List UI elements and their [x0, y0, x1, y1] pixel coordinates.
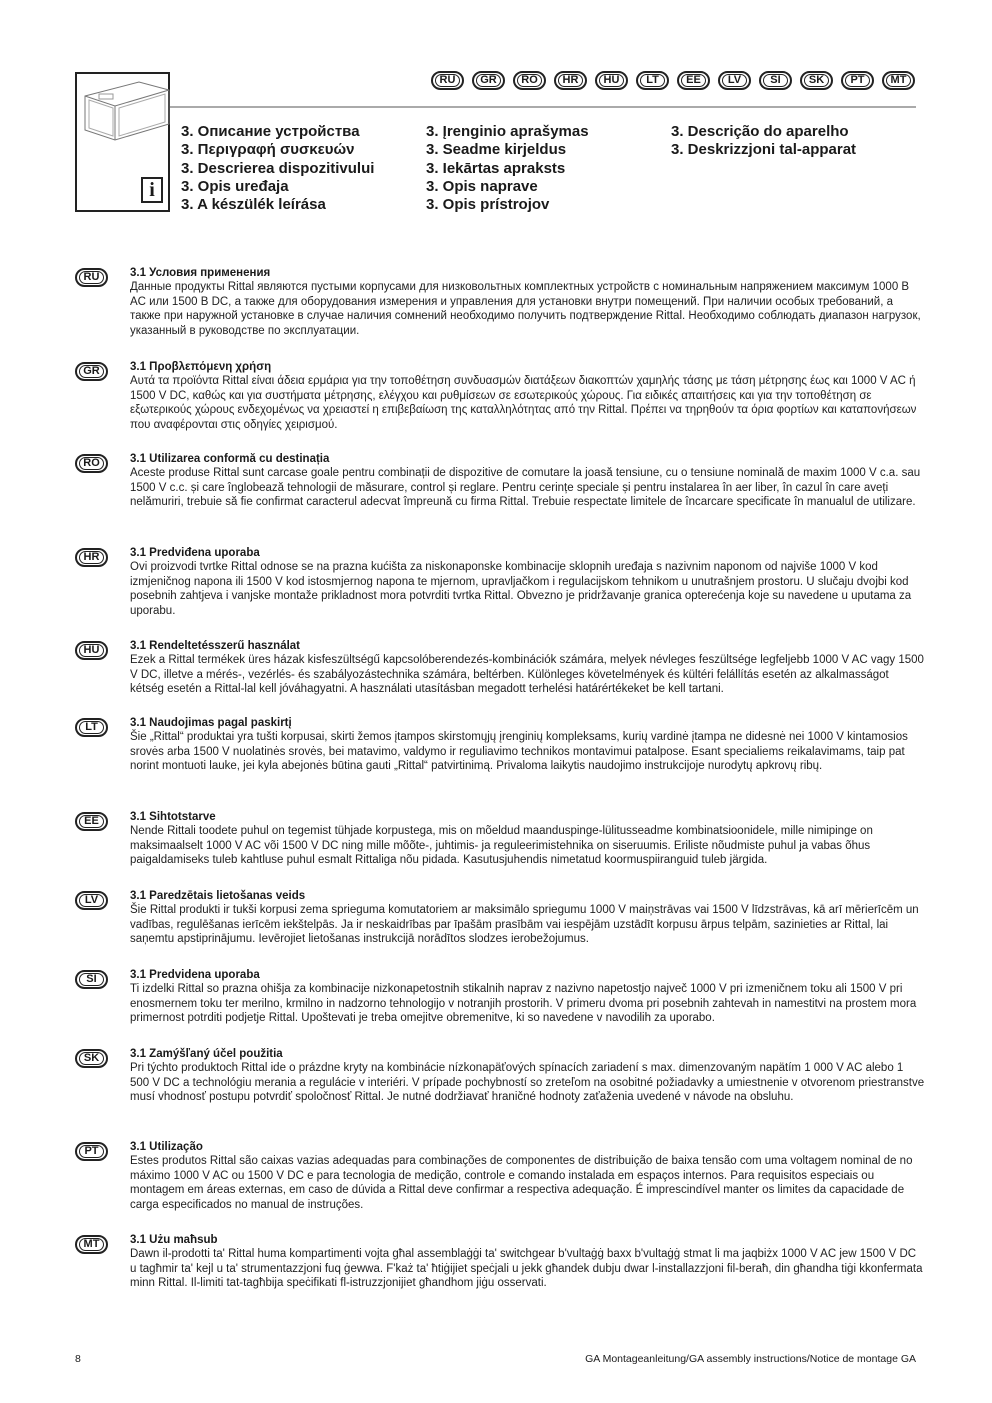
footer-text: GA Montageanleitung/GA assembly instructions/Notice de montage GA	[585, 1353, 916, 1365]
section-title: 3. Descrição do aparelho	[671, 123, 849, 140]
section-title: 3. A készülék leírása	[181, 196, 326, 214]
language-badge-sk: SK	[800, 71, 833, 90]
page-number: 8	[75, 1353, 81, 1365]
language-badge-ro: RO	[75, 454, 108, 473]
section-text: Ti izdelki Rittal so prazna ohišja za kombinacije nizkonapetostnih stikalnih naprav z nazivno napetostjo največ 1000 V pri izmeničnem toku ali 1500 V pri enosmernem toku ter merilno, krmilno in nadzorno tehnologijo v notranjih prostorih. V primeru dvoma pri posebnih zahtevah in namestitvi na prostem mora primernost potrditi podjetje Rittal. Upoštevati je treba omejitve obremenitve, ki so navedene v navodilih za uporabo.	[130, 983, 917, 1024]
language-badge-hr: HR	[554, 71, 587, 90]
section-text: Nende Rittali toodete puhul on tegemist tühjade korpustega, mis on mõeldud maanduspinge-lülitusseadme kombinatsioonidele, mille nimipinge on maksimaalselt 1000 V AC või 1500 V DC ning mille mõõte-, juhtimis- ja reguleerimistehnika on siseruumis. Eriliste nõudmiste puhul ja vabas õhus paigaldamiseks tuleb kahtluse puhul esmalt Rittaliga nõu pidada. Kasutusjuhendis nimetatud koormuspiiranguid tuleb järgida.	[130, 825, 873, 866]
device-illustration-box	[75, 72, 170, 212]
section-title: 3. Описание устройства	[181, 123, 360, 140]
language-badges	[431, 71, 915, 90]
section-title: 3. Descrierea dispozitivului	[181, 159, 375, 177]
section-title: 3. Įrenginio aprašymas	[426, 123, 589, 140]
title-column-1	[181, 123, 374, 214]
language-badge-lv: LV	[75, 891, 108, 910]
language-badge-pt: PT	[75, 1142, 108, 1161]
language-badge-hr: HR	[75, 548, 108, 567]
language-badge-gr: GR	[472, 71, 505, 90]
language-badge-si: SI	[75, 970, 108, 989]
language-badge-sk: SK	[75, 1049, 108, 1068]
title-column-2	[426, 123, 589, 214]
language-badge-lt: LT	[636, 71, 669, 90]
language-badge-hu: HU	[75, 641, 108, 660]
section-title: 3. Seadme kirjeldus	[426, 141, 567, 159]
section-heading: 3.1 Utilização	[130, 1141, 203, 1153]
section-text: Ovi proizvodi tvrtke Rittal odnose se na prazna kućišta za niskonaponske kombinacije sklopnih uređaja s nazivnim naponom od najviše 1000 V kod izmjeničnog napona ili 1500 V kod istosmjernog napona te mjernom, upravljačkom i regulacijskom tehnikom u unutrašnjem prostoru. U slučaju dvojbi kod posebnih zahtjeva i vanjske montaže prikladnost mora potvrditi tvrtka Rittal. Obvezno je pridržavanje granica opterećenja koje su navedene u uputama za uporabu.	[130, 561, 912, 617]
section-heading: 3.1 Условия применения	[130, 267, 271, 279]
section-text: Estes produtos Rittal são caixas vazias adequadas para combinações de componentes de distribuição de baixa tensão com uma voltagem nominal de no máximo 1000 V AC ou 1500 V DC e para tecnologia de medição, controle e comando instalada em espaços internos. Para requisitos especiais ou montagem em áreas externas, em caso de dúvida a Rittal deve confirmar a respectiva adequação. É imprescindível manter os limites da capacidade de carga especificados no manual de instruções.	[130, 1155, 913, 1211]
language-badge-ro: RO	[513, 71, 546, 90]
section-heading: 3.1 Utilizarea conformă cu destinația	[130, 453, 330, 465]
info-icon: i	[141, 177, 163, 203]
section-heading: 3.1 Predviđena uporaba	[130, 547, 260, 559]
language-badge-ee: EE	[677, 71, 710, 90]
language-badge-hu: HU	[595, 71, 628, 90]
section-title: 3. Opis prístrojov	[426, 196, 550, 214]
section-text: Αυτά τα προϊόντα Rittal είναι άδεια ερμάρια για την τοποθέτηση συνδυασμών διατάξεων διακοπτών χαμηλής τάσης με τάση μέτρησης έως και 1000 V AC ή 1500 V DC, καθώς και για συστήματα μέτρησης, ελέγχου και ρυθμίσεων σε εσωτερικούς χώρους. Για ειδικές απαιτήσεις και για την τοποθέτηση σε εξωτερικούς χώρους ενδεχομένως να χρειαστεί η επιβεβαίωση της καταλληλότητας από την Rittal. Πρέπει να τηρηθούν τα όρια φορτίων και καταπονήσεων που αναφέρονται στις οδηγίες χειρισμού.	[130, 375, 917, 431]
language-badge-lt: LT	[75, 718, 108, 737]
language-badge-si: SI	[759, 71, 792, 90]
section-heading: 3.1 Sihtotstarve	[130, 811, 216, 823]
section-heading: 3.1 Predvidena uporaba	[130, 969, 260, 981]
section-heading: 3.1 Naudojimas pagal paskirtį	[130, 717, 292, 729]
language-badge-ee: EE	[75, 812, 108, 831]
section-heading: 3.1 Rendeltetésszerű használat	[130, 640, 301, 652]
section-heading: 3.1 Προβλεπόμενη χρήση	[130, 361, 272, 373]
language-badge-gr: GR	[75, 362, 108, 381]
language-badge-pt: PT	[841, 71, 874, 90]
section-text: Pri týchto produktoch Rittal ide o prázdne kryty na kombinácie nízkonapäťových spínacích zariadení s max. dimenzovaným napätím 1 000 V AC alebo 1 500 V DC a technológiu merania a regulácie v interiéri. V prípade pochybností so zreteľom na osobitné požiadavky a umiestnenie v otvorenom priestranstve musí vhodnosť postupu potvrdiť spoločnosť Rittal. Je nutné dodržiavať hraničné hodnoty zaťaženia uvedené v návode na obsluhu.	[130, 1062, 925, 1103]
language-badge-lv: LV	[718, 71, 751, 90]
section-text: Dawn il-prodotti ta' Rittal huma kompartimenti vojta għal assemblaġġi ta' switchgear b'vultaġġ baxx b'vultaġġ stmat li ma jaqbiżx 1000 V AC jew 1500 V DC u tagħmir ta' kejl u ta' strumentazzjoni fuq ġewwa. F'każ ta' ħtiġijiet speċjali u jekk għandek dubju dwar l-installazzjoni fil-beraħ, din għandha tiġi kkonfermata minn Rittal. Il-limiti tat-tagħbija speċifikati fl-istruzzjonijiet għandhom jiġu osservati.	[130, 1248, 923, 1289]
section-heading: 3.1 Użu maħsub	[130, 1234, 218, 1246]
language-badge-ru: RU	[75, 268, 108, 287]
section-title: 3. Iekārtas apraksts	[426, 159, 566, 177]
section-text: Данные продукты Rittal являются пустыми корпусами для низковольтных комплектных устройств с номинальным напряжением максимум 1000 В AC или 1500 В DC, а также для оборудования измерения и управления для установки внутри помещений. При наличии особых требований, а также при наружной установке в случае наличия сомнений необходимо получить подтверждение Rittal. Необходимо соблюдать диапазон нагрузок, указанный в руководстве по эксплуатации.	[130, 281, 921, 337]
section-text: Aceste produse Rittal sunt carcase goale pentru combinații de dispozitive de comutare la joasă tensiune, cu o tensiune nominală de maxim 1000 V c.a. sau 1500 V c.c. și care înglobează tehnologii de măsurare, control și reglare. Pentru cerințe speciale și pentru instalarea în aer liber, în cazul în care aveți nelămuriri, trebuie să fie confirmat caracterul adecvat împreună cu firma Rittal. Trebuie respectate limitele de încarcare specificate în manualul de utilizare.	[130, 467, 921, 508]
section-text: Ezek a Rittal termékek üres házak kisfeszültségű kapcsolóberendezés-kombinációk számára, melyek névleges feszültsége legfeljebb 1000 V AC vagy 1500 V DC, illetve a mérés-, vezérlés- és szabályozástechnika számára, beltérben. Különleges követelmények és kültéri felállítás esetén az alkalmasságot kétség esetén a Rittal-lal kell jóváhagyatni. A használati utasításban megadott terhelési határértékeket be kell tartani.	[130, 654, 924, 695]
language-badge-ru: RU	[431, 71, 464, 90]
header-rule	[170, 106, 916, 108]
title-column-3	[671, 123, 856, 160]
section-heading: 3.1 Zamýšľaný účel použitia	[130, 1048, 283, 1060]
language-badge-mt: MT	[882, 71, 915, 90]
section-text: Šie „Rittal“ produktai yra tušti korpusai, skirti žemos įtampos skirstomųjų įrenginių kompleksams, kurių vardinė įtampa ne didesnė nei 1000 V kintamosios srovės arba 1500 V nuolatinės srovės, bei matavimo, valdymo ir reguliavimo technikos montavimui patalpose. Esant specialiems reikalavimams, taip pat norint montuoti lauke, jei kyla abejonės būtina gauti „Rittal“ patvirtinimą. Privaloma laikytis naudojimo instrukcijoje nurodytų apkrovų ribų.	[130, 731, 908, 772]
section-title: 3. Opis naprave	[426, 177, 538, 195]
language-badge-mt: MT	[75, 1235, 108, 1254]
section-heading: 3.1 Paredzētais lietošanas veids	[130, 890, 306, 902]
section-title: 3. Deskrizzjoni tal-apparat	[671, 141, 857, 159]
section-title: 3. Opis uređaja	[181, 177, 289, 195]
section-title: 3. Περιγραφή συσκευών	[181, 141, 355, 159]
section-text: Šie Rittal produkti ir tukši korpusi zema sprieguma komutatoriem ar maksimālo spriegumu 1000 V maiņstrāvas vai 1500 V līdzstrāvas, kā arī mērierīcēm un vadības, regulēšanas ierīcēm iekštelpās. Ja ir neskaidrības par īpašām prasībām vai iespējām uzstādīt korpusu ārpus telpām, sazinieties ar Rittal, lai saņemtu apstiprinājumu. Ievērojiet lietošanas instrukcijā norādītos slodzes ierobežojumus.	[130, 904, 919, 945]
